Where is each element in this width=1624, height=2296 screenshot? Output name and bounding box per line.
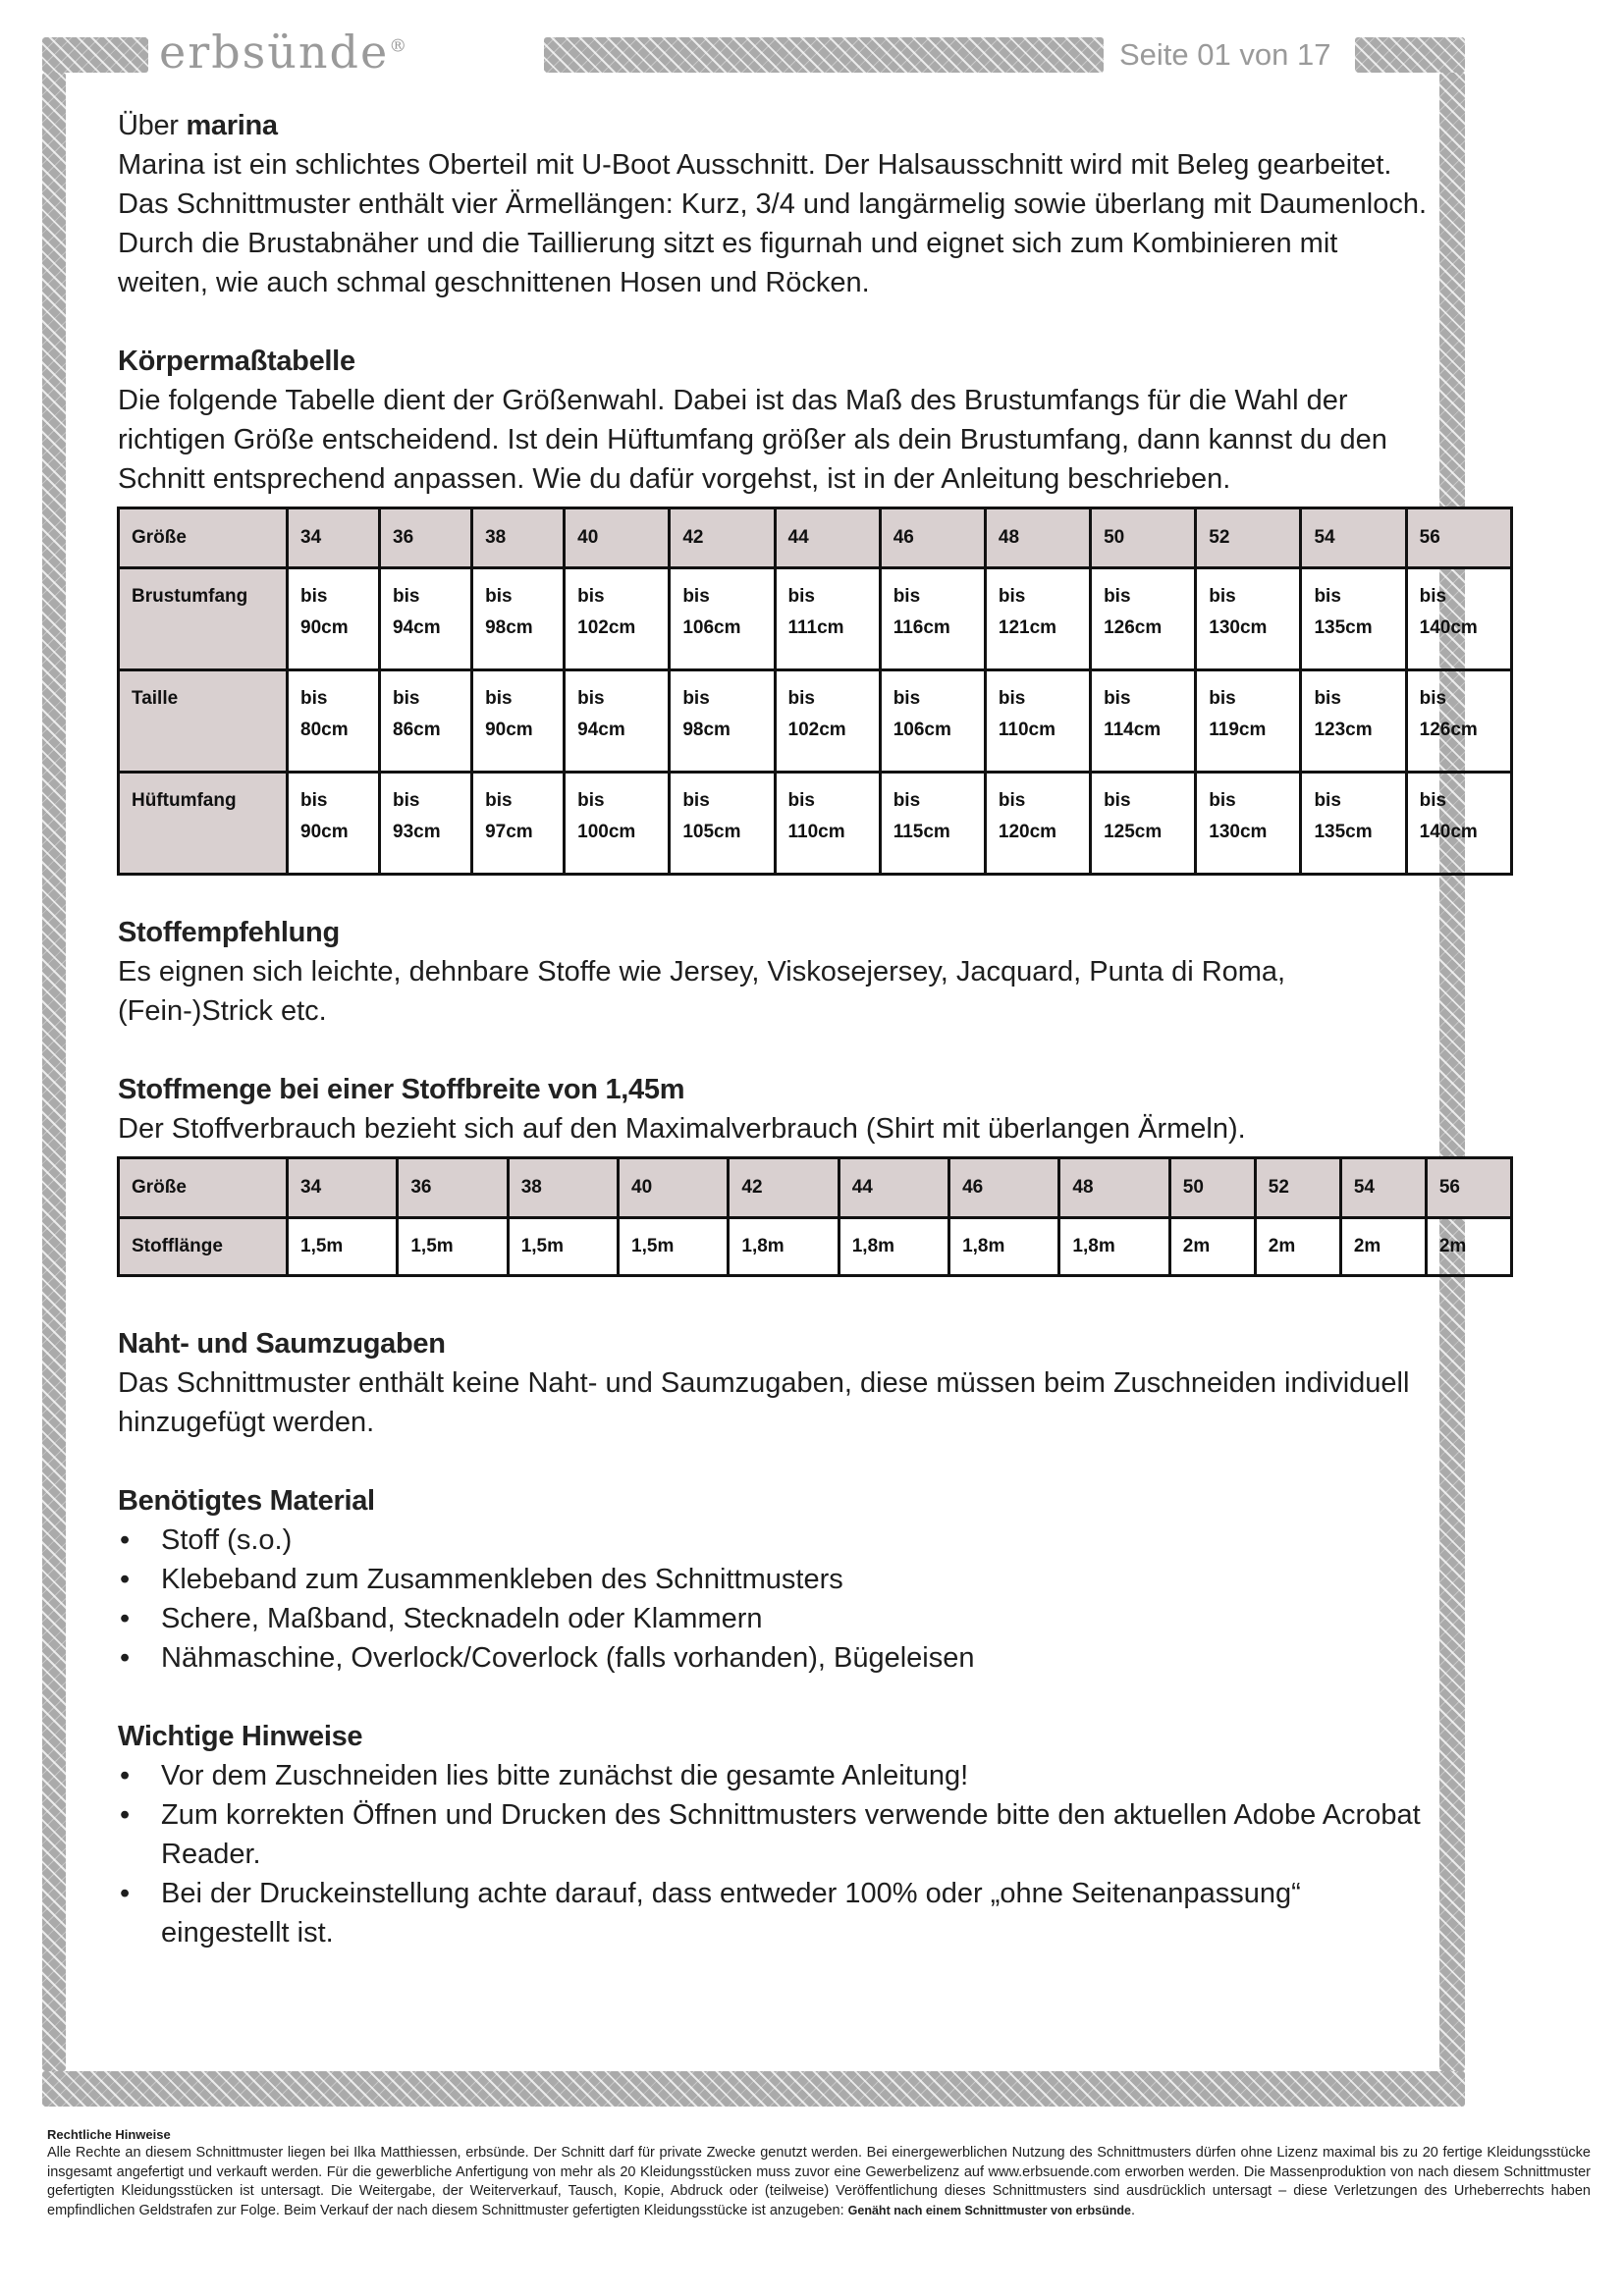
size-table-cell-value: 86cm bbox=[393, 720, 441, 740]
list-item bbox=[118, 1521, 1434, 1560]
size-table-cell-value: 94cm bbox=[393, 617, 441, 638]
size-table-cell bbox=[565, 568, 670, 670]
list-item bbox=[118, 1599, 1434, 1638]
fabric-recommendation-text: Es eignen sich leichte, dehnbare Stoffe wie Jersey, Viskosejersey, Jacquard, Punta di Roma, (Fein-)Strick etc. bbox=[118, 956, 1286, 1027]
size-table-row bbox=[119, 568, 1512, 670]
size-table-size-cell: 54 bbox=[1301, 508, 1406, 568]
fabric-table-cell: 2m bbox=[1255, 1218, 1340, 1276]
size-table-cell bbox=[670, 568, 775, 670]
size-table-size-cell: 34 bbox=[288, 508, 380, 568]
size-table-cell bbox=[380, 670, 472, 773]
size-table-cell-prefix: bis bbox=[300, 688, 328, 709]
size-table-row-label: Hüftumfang bbox=[119, 773, 288, 875]
size-table-cell-value: 93cm bbox=[393, 822, 441, 842]
fabric-table-cell: 1,5m bbox=[398, 1218, 508, 1276]
size-table-cell-value: 90cm bbox=[300, 822, 349, 842]
fabric-table-row-label: Stofflänge bbox=[119, 1218, 288, 1276]
fabric-table-cell: 1,8m bbox=[839, 1218, 948, 1276]
size-table-size-cell: 36 bbox=[380, 508, 472, 568]
bullet-icon: • bbox=[120, 1564, 131, 1595]
list-item-text: Vor dem Zuschneiden lies bitte zunächst die gesamte Anleitung! bbox=[161, 1760, 969, 1791]
size-table-cell-prefix: bis bbox=[485, 790, 513, 811]
fabric-table-cell: 1,8m bbox=[729, 1218, 839, 1276]
size-table-cell-value: 90cm bbox=[485, 720, 533, 740]
size-table-cell-value: 140cm bbox=[1419, 822, 1478, 842]
size-table-cell-prefix: bis bbox=[998, 688, 1026, 709]
size-table-cell-prefix: bis bbox=[1209, 790, 1236, 811]
size-table-cell bbox=[985, 773, 1090, 875]
size-table-cell-prefix: bis bbox=[577, 790, 605, 811]
section-fabric-amount bbox=[118, 1070, 1467, 1277]
section-body-measurements bbox=[118, 342, 1478, 876]
page-indicator: Seite 01 von 17 bbox=[1119, 37, 1331, 72]
fabric-amount-text: Der Stoffverbrauch bezieht sich auf den Maximalverbrauch (Shirt mit überlangen Ärmeln). bbox=[118, 1113, 1246, 1145]
seam-allowance-title: Naht- und Saumzugaben bbox=[118, 1328, 446, 1360]
size-table-cell bbox=[380, 568, 472, 670]
fabric-table-size-cell: 54 bbox=[1340, 1158, 1426, 1218]
size-table-cell-prefix: bis bbox=[1314, 688, 1341, 709]
size-table-cell-value: 97cm bbox=[485, 822, 533, 842]
fabric-table-row bbox=[119, 1218, 1512, 1276]
size-table-cell-value: 110cm bbox=[787, 822, 845, 842]
fabric-table-header-label: Größe bbox=[119, 1158, 288, 1218]
size-table-cell-prefix: bis bbox=[998, 790, 1026, 811]
legal-text: Alle Rechte an diesem Schnittmuster liegen bei Ilka Matthiessen, erbsünde. Der Schnitt darf für private Zwecke genutzt werden. Bei einergewerblichen Nutzung des Schnittmusters dürfen ohne Lizenz maximal bis zu 20 fertige Kleidungsstücke insgesamt angefertigt und verkauft werden. Für die gewerbliche Anfertigung von mehr als 20 Kleidungsstücken muss zuvor eine Gewerbelizenz auf www.erbsuende.com erworben werden. Die Massenproduktion von nach diesem Schnittmuster gefertigten Kleidungsstücken ist untersagt. Die Weitergabe, der Weiterverkauf, Tausch, Kopie, Abdruck oder (teilweise) Veröffentlichung dieses Schnittmusters sind ausdrücklich untersagt – diese Verletzungen des Urheberrechts haben empfindlichen Geldstrafen zur Folge. Beim Verkauf der nach diesem Schnittmuster gefertigten Kleidungsstücke ist anzugeben: bbox=[47, 2145, 1591, 2218]
size-table-cell-prefix: bis bbox=[787, 790, 815, 811]
size-table-cell-prefix: bis bbox=[1104, 586, 1131, 607]
size-table-cell-prefix: bis bbox=[1104, 688, 1131, 709]
main-content bbox=[118, 106, 1478, 1992]
size-table-cell-value: 130cm bbox=[1209, 822, 1268, 842]
size-table-cell bbox=[1301, 773, 1406, 875]
about-title-prefix: Über bbox=[118, 110, 179, 141]
size-table-cell-value: 123cm bbox=[1314, 720, 1373, 740]
size-table-cell-prefix: bis bbox=[682, 790, 710, 811]
list-item-text: Nähmaschine, Overlock/Coverlock (falls vorhanden), Bügeleisen bbox=[161, 1642, 975, 1674]
size-table-cell-prefix: bis bbox=[787, 688, 815, 709]
size-table-cell-value: 90cm bbox=[300, 617, 349, 638]
size-table-size-cell: 38 bbox=[472, 508, 565, 568]
size-table-cell-prefix: bis bbox=[893, 586, 921, 607]
size-table-cell bbox=[288, 773, 380, 875]
size-table-cell bbox=[775, 670, 880, 773]
fabric-table-cell: 1,8m bbox=[949, 1218, 1059, 1276]
fabric-table-size-cell: 38 bbox=[508, 1158, 618, 1218]
size-table-cell-value: 105cm bbox=[682, 822, 741, 842]
size-table-cell-prefix: bis bbox=[393, 586, 420, 607]
about-title-name: marina bbox=[186, 110, 278, 141]
size-table-cell-value: 80cm bbox=[300, 720, 349, 740]
size-table-cell bbox=[775, 568, 880, 670]
size-table-cell-prefix: bis bbox=[393, 688, 420, 709]
size-table-cell-value: 125cm bbox=[1104, 822, 1163, 842]
fabric-table-cell: 2m bbox=[1340, 1218, 1426, 1276]
size-table-cell-value: 114cm bbox=[1104, 720, 1162, 740]
size-table-cell-value: 116cm bbox=[893, 617, 950, 638]
section-fabric-recommendation bbox=[118, 913, 1434, 1031]
size-table-row-label: Taille bbox=[119, 670, 288, 773]
list-item bbox=[118, 1638, 1434, 1678]
size-table-cell bbox=[670, 670, 775, 773]
size-table-cell-prefix: bis bbox=[1314, 790, 1341, 811]
fabric-table-cell: 1,5m bbox=[508, 1218, 618, 1276]
size-table-size-cell: 42 bbox=[670, 508, 775, 568]
size-table-cell bbox=[565, 773, 670, 875]
size-table-cell bbox=[880, 568, 985, 670]
size-table-size-cell: 46 bbox=[880, 508, 985, 568]
bullet-icon: • bbox=[120, 1878, 131, 1909]
materials-list bbox=[118, 1521, 1434, 1678]
fabric-table-cell: 1,5m bbox=[619, 1218, 729, 1276]
size-table-cell bbox=[1301, 670, 1406, 773]
fabric-table-size-cell: 34 bbox=[288, 1158, 398, 1218]
legal-credit-end: . bbox=[1130, 2202, 1135, 2218]
fabric-table-size-cell: 56 bbox=[1426, 1158, 1511, 1218]
fabric-table-size-cell: 50 bbox=[1169, 1158, 1255, 1218]
size-table-cell-value: 140cm bbox=[1419, 617, 1478, 638]
fabric-table-size-cell: 44 bbox=[839, 1158, 948, 1218]
list-item-text: Zum korrekten Öffnen und Drucken des Schnittmusters verwende bitte den aktuellen Adobe Acrobat Reader. bbox=[161, 1799, 1421, 1870]
fabric-table-cell: 1,5m bbox=[288, 1218, 398, 1276]
list-item-text: Stoff (s.o.) bbox=[161, 1524, 293, 1556]
about-text: Marina ist ein schlichtes Oberteil mit U-Boot Ausschnitt. Der Halsausschnitt wird mit Beleg gearbeitet. Das Schnittmuster enthält vier Ärmellängen: Kurz, 3/4 und langärmelig sowie überlang mit Daumenloch. Durch die Brustabnäher und die Taillierung sitzt es figurnah und eignet sich zum Kombinieren mit weiten, wie auch schmal geschnittenen Hosen und Röcken. bbox=[118, 149, 1428, 298]
size-table-cell-prefix: bis bbox=[1419, 688, 1447, 709]
size-table-size-cell: 44 bbox=[775, 508, 880, 568]
size-table-cell-prefix: bis bbox=[682, 586, 710, 607]
size-table-cell-prefix: bis bbox=[300, 586, 328, 607]
body-measurements-text: Die folgende Tabelle dient der Größenwahl. Dabei ist das Maß des Brustumfangs für die Wahl der richtigen Größe entscheidend. Ist dein Hüftumfang größer als dein Brustumfang, dann kannst du den Schnitt entsprechend anpassen. Wie du dafür vorgehst, ist in der Anleitung beschrieben. bbox=[118, 385, 1387, 495]
size-table-size-cell: 40 bbox=[565, 508, 670, 568]
size-table-cell bbox=[1091, 773, 1196, 875]
brand-logo bbox=[159, 26, 408, 79]
size-table-cell-prefix: bis bbox=[787, 586, 815, 607]
size-table-cell-value: 111cm bbox=[787, 617, 844, 638]
list-item-text: Klebeband zum Zusammenkleben des Schnittmusters bbox=[161, 1564, 843, 1595]
body-measurements-title: Körpermaßtabelle bbox=[118, 346, 355, 377]
section-about bbox=[118, 106, 1434, 302]
bullet-icon: • bbox=[120, 1642, 131, 1674]
knit-frame-top-left bbox=[42, 37, 148, 73]
bullet-icon: • bbox=[120, 1603, 131, 1634]
size-table-cell-value: 98cm bbox=[485, 617, 533, 638]
size-table-cell-prefix: bis bbox=[300, 790, 328, 811]
fabric-table-size-cell: 52 bbox=[1255, 1158, 1340, 1218]
size-table-cell bbox=[1406, 568, 1511, 670]
registered-mark: ® bbox=[389, 35, 409, 57]
size-table-cell-prefix: bis bbox=[1104, 790, 1131, 811]
size-table-cell-value: 106cm bbox=[893, 720, 951, 740]
section-materials bbox=[118, 1481, 1434, 1678]
fabric-table-cell: 2m bbox=[1169, 1218, 1255, 1276]
size-table-cell bbox=[288, 670, 380, 773]
legal-credit-line: Genäht nach einem Schnittmuster von erbsünde bbox=[847, 2203, 1131, 2217]
size-table-cell bbox=[380, 773, 472, 875]
legal-text-block bbox=[47, 2144, 1591, 2220]
size-table-cell bbox=[1196, 773, 1301, 875]
size-table-cell-value: 120cm bbox=[998, 822, 1057, 842]
size-table-cell-prefix: bis bbox=[1314, 586, 1341, 607]
size-table-cell-value: 121cm bbox=[998, 617, 1057, 638]
size-table-cell-value: 102cm bbox=[787, 720, 846, 740]
fabric-table-cell: 1,8m bbox=[1059, 1218, 1169, 1276]
size-table-cell-prefix: bis bbox=[393, 790, 420, 811]
size-table-cell bbox=[1301, 568, 1406, 670]
fabric-recommendation-title: Stoffempfehlung bbox=[118, 917, 340, 948]
fabric-table-size-cell: 42 bbox=[729, 1158, 839, 1218]
size-table-size-cell: 52 bbox=[1196, 508, 1301, 568]
size-table-cell-prefix: bis bbox=[485, 688, 513, 709]
size-table-header-label: Größe bbox=[119, 508, 288, 568]
bullet-icon: • bbox=[120, 1760, 131, 1791]
size-table-cell bbox=[1406, 670, 1511, 773]
fabric-table-cell: 2m bbox=[1426, 1218, 1511, 1276]
fabric-amount-table bbox=[117, 1156, 1513, 1277]
size-table-cell-value: 94cm bbox=[577, 720, 625, 740]
size-table-cell-prefix: bis bbox=[1209, 688, 1236, 709]
size-table-cell bbox=[565, 670, 670, 773]
size-table-cell-prefix: bis bbox=[485, 586, 513, 607]
size-table-cell-value: 115cm bbox=[893, 822, 950, 842]
list-item bbox=[118, 1795, 1434, 1874]
size-table-size-cell: 48 bbox=[985, 508, 1090, 568]
bullet-icon: • bbox=[120, 1524, 131, 1556]
legal-notice bbox=[47, 2126, 1591, 2220]
size-table-cell bbox=[1196, 568, 1301, 670]
size-table-row-label: Brustumfang bbox=[119, 568, 288, 670]
knit-frame-right bbox=[1439, 73, 1465, 2071]
section-notes bbox=[118, 1717, 1434, 1952]
size-table-cell-value: 130cm bbox=[1209, 617, 1268, 638]
fabric-table-size-cell: 40 bbox=[619, 1158, 729, 1218]
size-table-cell-value: 126cm bbox=[1104, 617, 1163, 638]
size-table-cell bbox=[880, 773, 985, 875]
size-table-cell-value: 135cm bbox=[1314, 617, 1373, 638]
list-item-text: Bei der Druckeinstellung achte darauf, dass entweder 100% oder „ohne Seitenanpassung“ eingestellt ist. bbox=[161, 1878, 1301, 1949]
size-table-row bbox=[119, 773, 1512, 875]
size-table-cell-value: 135cm bbox=[1314, 822, 1373, 842]
size-table-cell bbox=[1091, 670, 1196, 773]
knit-frame-bottom bbox=[42, 2071, 1465, 2107]
list-item bbox=[118, 1756, 1434, 1795]
size-table-cell bbox=[1406, 773, 1511, 875]
size-table-size-cell: 56 bbox=[1406, 508, 1511, 568]
size-table-cell-prefix: bis bbox=[1419, 586, 1447, 607]
size-table-cell-prefix: bis bbox=[1209, 586, 1236, 607]
size-table-cell bbox=[472, 773, 565, 875]
fabric-table-size-cell: 36 bbox=[398, 1158, 508, 1218]
size-table-cell bbox=[880, 670, 985, 773]
size-table-cell bbox=[1091, 568, 1196, 670]
size-table-cell bbox=[1196, 670, 1301, 773]
size-table bbox=[117, 507, 1513, 876]
materials-title: Benötigtes Material bbox=[118, 1485, 375, 1517]
size-table-cell-prefix: bis bbox=[998, 586, 1026, 607]
size-table-cell bbox=[985, 670, 1090, 773]
size-table-cell bbox=[775, 773, 880, 875]
knit-frame-top-right bbox=[1355, 37, 1465, 73]
bullet-icon: • bbox=[120, 1799, 131, 1831]
size-table-cell-prefix: bis bbox=[577, 688, 605, 709]
section-seam-allowance bbox=[118, 1324, 1434, 1442]
fabric-table-size-cell: 48 bbox=[1059, 1158, 1169, 1218]
size-table-cell-prefix: bis bbox=[893, 688, 921, 709]
fabric-amount-title: Stoffmenge bei einer Stoffbreite von 1,45m bbox=[118, 1074, 685, 1105]
list-item-text: Schere, Maßband, Stecknadeln oder Klammern bbox=[161, 1603, 763, 1634]
size-table-cell-value: 100cm bbox=[577, 822, 636, 842]
size-table-cell-prefix: bis bbox=[893, 790, 921, 811]
size-table-size-cell: 50 bbox=[1091, 508, 1196, 568]
knit-frame-top-middle bbox=[544, 37, 1104, 73]
size-table-cell-prefix: bis bbox=[577, 586, 605, 607]
size-table-cell-value: 98cm bbox=[682, 720, 731, 740]
brand-name: erbsünde bbox=[159, 26, 390, 79]
size-table-cell bbox=[670, 773, 775, 875]
size-table-cell-value: 106cm bbox=[682, 617, 741, 638]
knit-frame-left bbox=[42, 73, 66, 2071]
size-table-cell bbox=[472, 670, 565, 773]
fabric-table-header-row bbox=[119, 1158, 1512, 1218]
size-table-cell bbox=[985, 568, 1090, 670]
size-table-cell-value: 102cm bbox=[577, 617, 636, 638]
notes-title: Wichtige Hinweise bbox=[118, 1721, 363, 1752]
fabric-table-size-cell: 46 bbox=[949, 1158, 1059, 1218]
notes-list bbox=[118, 1756, 1434, 1952]
size-table-cell-prefix: bis bbox=[1419, 790, 1447, 811]
size-table-cell-value: 119cm bbox=[1209, 720, 1267, 740]
size-table-row bbox=[119, 670, 1512, 773]
size-table-cell bbox=[472, 568, 565, 670]
list-item bbox=[118, 1560, 1434, 1599]
size-table-cell-value: 110cm bbox=[998, 720, 1056, 740]
seam-allowance-text: Das Schnittmuster enthält keine Naht- und Saumzugaben, diese müssen beim Zuschneiden individuell hinzugefügt werden. bbox=[118, 1367, 1410, 1438]
list-item bbox=[118, 1874, 1434, 1952]
about-title bbox=[118, 106, 1434, 145]
size-table-cell-value: 126cm bbox=[1419, 720, 1478, 740]
size-table-cell bbox=[288, 568, 380, 670]
size-table-header-row bbox=[119, 508, 1512, 568]
legal-title: Rechtliche Hinweise bbox=[47, 2127, 171, 2142]
size-table-cell-prefix: bis bbox=[682, 688, 710, 709]
